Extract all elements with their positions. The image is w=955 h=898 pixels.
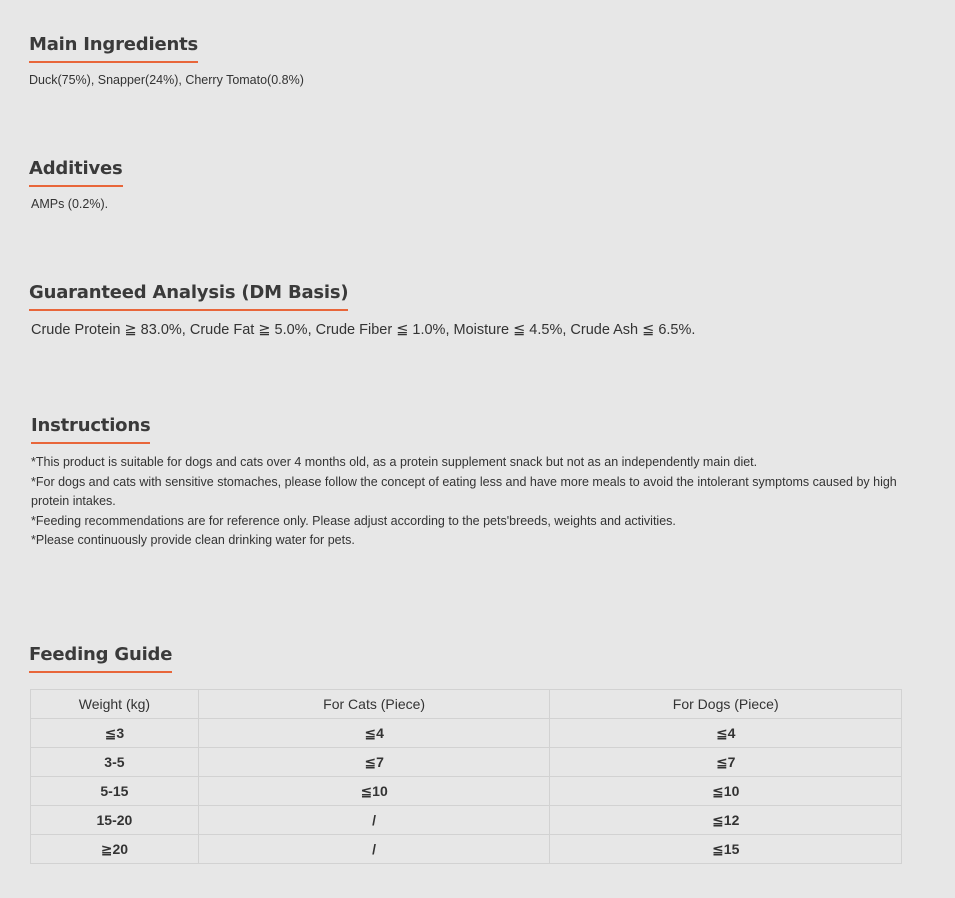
guaranteed-analysis-text: Crude Protein ≧ 83.0%, Crude Fat ≧ 5.0%, Crude Fiber ≦ 1.0%, Moisture ≦ 4.5%, Crude Ash ≦ 6.5%. [31, 322, 696, 338]
weight-cell: ≦3 [31, 719, 199, 748]
main-ingredients-text: Duck(75%), Snapper(24%), Cherry Tomato(0.8%) [29, 73, 304, 87]
additives-text: AMPs (0.2%). [31, 197, 109, 211]
cats-cell: / [198, 835, 550, 864]
feeding-guide-heading: Feeding Guide [29, 644, 172, 673]
column-header-weight: Weight (kg) [31, 690, 199, 719]
dogs-cell: ≦7 [550, 748, 902, 777]
dogs-cell: ≦10 [550, 777, 902, 806]
weight-cell: ≧20 [31, 835, 199, 864]
additives-heading: Additives [29, 158, 123, 187]
cats-cell: ≦10 [198, 777, 550, 806]
table-header-row [31, 690, 902, 719]
table-row [31, 748, 902, 777]
guaranteed-analysis-section [29, 282, 915, 341]
instruction-line: *Feeding recommendations are for reference only. Please adjust according to the pets'breeds, weights and activities. [31, 513, 676, 528]
additives-section [29, 158, 915, 215]
dogs-cell: ≦12 [550, 806, 902, 835]
instruction-line: *For dogs and cats with sensitive stomaches, please follow the concept of eating less and have more meals to avoid the intolerant symptoms caused by high protein intakes. [31, 474, 897, 508]
column-header-cats: For Cats (Piece) [198, 690, 550, 719]
weight-cell: 3-5 [31, 748, 199, 777]
instructions-heading: Instructions [31, 415, 150, 444]
table-row [31, 806, 902, 835]
instructions-section [31, 415, 905, 551]
cats-cell: ≦4 [198, 719, 550, 748]
weight-cell: 5-15 [31, 777, 199, 806]
instruction-line: *Please continuously provide clean drinking water for pets. [31, 533, 355, 547]
cats-cell: / [198, 806, 550, 835]
instructions-body [31, 453, 905, 551]
table-row [31, 719, 902, 748]
dogs-cell: ≦4 [550, 719, 902, 748]
weight-cell: 15-20 [31, 806, 199, 835]
main-ingredients-heading: Main Ingredients [29, 34, 198, 63]
cats-cell: ≦7 [198, 748, 550, 777]
main-ingredients-section [29, 34, 915, 91]
instruction-line: *This product is suitable for dogs and cats over 4 months old, as a protein supplement snack but not as an independently main diet. [31, 455, 758, 469]
table-row [31, 835, 902, 864]
feeding-guide-section [29, 644, 915, 864]
table-row [31, 777, 902, 806]
dogs-cell: ≦15 [550, 835, 902, 864]
guaranteed-analysis-heading: Guaranteed Analysis (DM Basis) [29, 282, 348, 311]
column-header-dogs: For Dogs (Piece) [550, 690, 902, 719]
feeding-guide-table [30, 689, 902, 864]
